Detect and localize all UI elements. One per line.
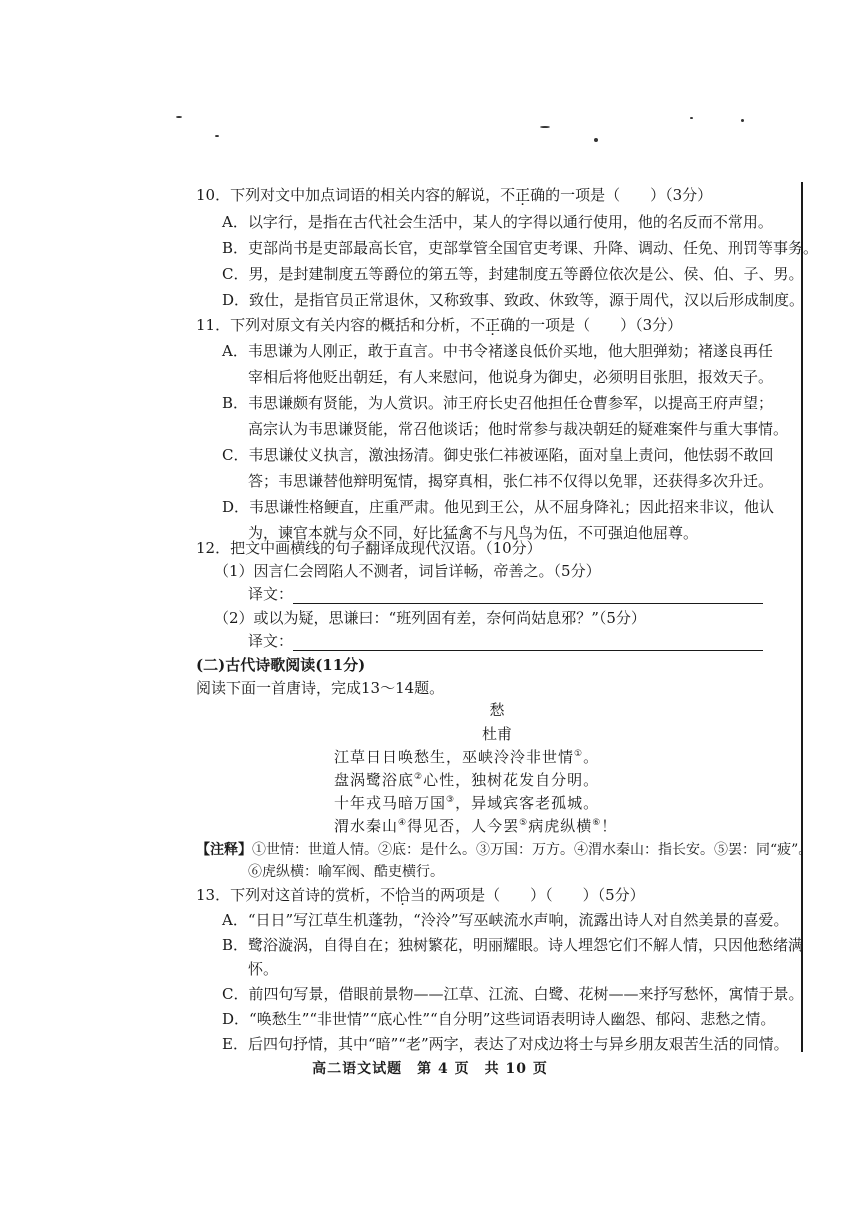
answer-label: 译文： xyxy=(248,632,294,650)
q13-option-b-line1: B．鹭浴漩涡，自得自在；独树繁花，明丽耀眼。诗人埋怨它们不解人情，只因他愁绪满 xyxy=(222,936,804,954)
q13-option-c: C．前四句写景，借眼前景物——江草、江流、白鹭、花树——来抒写愁怀，寓情于景。 xyxy=(222,985,804,1003)
q13-stem-text: 13．下列对这首诗的赏析， xyxy=(196,886,381,904)
q11-option-d-line2: 为，谏官本就与众不同，好比猛禽不与凡鸟为伍，不可强迫他屈尊。 xyxy=(248,524,699,542)
q11-option-b-line2: 高宗认为韦思谦贤能，常召他谈话；他时常参与裁决朝廷的疑难案件与重大事情。 xyxy=(248,420,789,438)
q10-stem-tail: 的一项是（ ）（3分） xyxy=(545,186,713,204)
q10-option-c: C．男，是封建制度五等爵位的第五等，封建制度五等爵位依次是公、侯、伯、子、男。 xyxy=(222,265,804,283)
q12-item-1: （1）因言仁会罔陷人不测者，词旨详畅，帝善之。（5分） xyxy=(214,562,601,580)
poem-text: 渭水秦山 xyxy=(334,817,399,835)
poem-text: 。 xyxy=(583,748,600,766)
q10-option-b: B．吏部尚书是吏部最高长官，吏部掌管全国官吏考课、升降、调动、任免、刑罚等事务。 xyxy=(222,239,819,257)
scan-speck xyxy=(540,126,550,128)
poem-title: 愁 xyxy=(489,701,505,719)
scan-speck xyxy=(176,116,182,118)
scan-speck xyxy=(741,119,744,122)
footnote-mark: ③ xyxy=(446,795,456,805)
footnote-mark: ② xyxy=(414,772,424,782)
q10-option-a: A．以字行，是指在古代社会生活中，某人的字得以通行使用，他的名反而不常用。 xyxy=(222,213,773,231)
section-intro: 阅读下面一首唐诗，完成13～14题。 xyxy=(196,679,445,697)
footnote-mark: ④ xyxy=(398,818,408,828)
q11-option-c-line2: 答；韦思谦替他辩明冤情，揭穿真相，张仁祎不仅得以免罪，还获得多次升迁。 xyxy=(248,472,774,490)
q10-stem xyxy=(196,185,712,205)
poem-line-2 xyxy=(334,770,599,790)
margin-rule xyxy=(801,182,803,1052)
section-title: (二)古代诗歌阅读(11分) xyxy=(196,656,366,674)
q13-option-a: A．“日日”写江草生机蓬勃，“泠泠”写巫峡流水声响，流露出诗人对自然美景的喜爱。 xyxy=(222,911,789,929)
q10-stem-text: 10．下列对文中加点词语的相关内容的解说， xyxy=(196,186,501,204)
footnote-mark: ⑥ xyxy=(592,818,602,828)
q11-stem-text: 11．下列对原文有关内容的概括和分析， xyxy=(196,316,471,334)
poem-text: 病虎纵横 xyxy=(528,817,593,835)
q11-stem xyxy=(196,315,682,335)
q12-answer-1[interactable] xyxy=(248,584,763,604)
poem-line-4 xyxy=(334,816,617,836)
poem-line-3 xyxy=(334,793,599,813)
answer-line-2[interactable] xyxy=(293,634,763,651)
q11-option-c-line1: C．韦思谦仗义执言，激浊扬清。御史张仁祎被诬陷，面对皇上责问，他怯弱不敢回 xyxy=(222,446,774,464)
answer-label: 译文： xyxy=(248,585,294,603)
q11-emphasis: 不正确 xyxy=(470,316,516,334)
poem-text: 十年戎马暗万国 xyxy=(334,794,447,812)
notes-label: 【注释】 xyxy=(196,842,252,858)
q13-option-e: E．后四句抒情，其中“暗”“老”两字，表达了对戍边将士与异乡朋友艰苦生活的同情。 xyxy=(222,1035,789,1053)
answer-line-1[interactable] xyxy=(293,587,763,604)
footnote-mark: ① xyxy=(574,749,584,759)
notes-line-1 xyxy=(196,840,812,860)
q12-stem: 12．把文中画横线的句子翻译成现代汉语。（10分） xyxy=(196,539,542,557)
q13-option-b-line2: 怀。 xyxy=(248,960,279,978)
poem-author: 杜甫 xyxy=(481,725,512,743)
poem-text: 心性，独树花发自分明。 xyxy=(423,771,600,789)
q11-option-b-line1: B．韦思谦颇有贤能，为人赏识。沛王府长史召他担任仓曹参军，以提高王府声望； xyxy=(222,394,774,412)
q11-option-a-line2: 宰相后将他贬出朝廷，有人来慰问，他说身为御史，必须明目张胆，报效天子。 xyxy=(248,368,774,386)
q13-option-d: D．“唤愁生”“非世情”“底心性”“自分明”这些词语表明诗人幽怨、郁闷、悲愁之情。 xyxy=(222,1010,776,1028)
q12-item-2: （2）或以为疑，思谦曰：“班列固有差，奈何尚姑息邪？”（5分） xyxy=(214,609,646,627)
poem-text: ，异域宾客老孤城。 xyxy=(455,794,600,812)
scan-speck xyxy=(594,138,598,142)
poem-text: 盘涡鹭浴底 xyxy=(334,771,415,789)
q10-option-d: D．致仕，是指官员正常退休，又称致事、致政、休致等，源于周代，汉以后形成制度。 xyxy=(222,291,805,309)
q11-option-d-line1: D．韦思谦性格鲠直，庄重严肃。他见到王公，从不屈身降礼；因此招来非议，他认 xyxy=(222,498,775,516)
notes-text: ①世情：世道人情。②底：是什么。③万国：万方。④渭水秦山：指长安。⑤罢：同“疲”。 xyxy=(252,842,813,858)
scan-speck xyxy=(690,117,693,119)
q13-emphasis: 不恰当 xyxy=(380,886,426,904)
poem-text: ！ xyxy=(601,817,618,835)
q12-answer-2[interactable] xyxy=(248,631,763,651)
poem-line-1 xyxy=(334,747,599,767)
page-footer: 高二语文试题 第 4 页 共 10 页 xyxy=(312,1061,548,1077)
poem-text: 得见否，人今罢 xyxy=(407,817,520,835)
scan-speck xyxy=(215,135,219,137)
notes-line-2: ⑥虎纵横：喻军阀、酷吏横行。 xyxy=(248,864,444,880)
q11-stem-tail: 的一项是（ ）（3分） xyxy=(515,316,683,334)
q10-emphasis: 不正确 xyxy=(500,186,546,204)
q11-option-a-line1: A．韦思谦为人刚正，敢于直言。中书令褚遂良低价买地，他大胆弹劾；褚遂良再任 xyxy=(222,342,773,360)
poem-text: 江草日日唤愁生，巫峡泠泠非世情 xyxy=(334,748,575,766)
q13-stem-tail: 的两项是（ ）（ ）（5分） xyxy=(425,886,645,904)
footnote-mark: ⑤ xyxy=(519,818,529,828)
q13-stem xyxy=(196,885,645,905)
